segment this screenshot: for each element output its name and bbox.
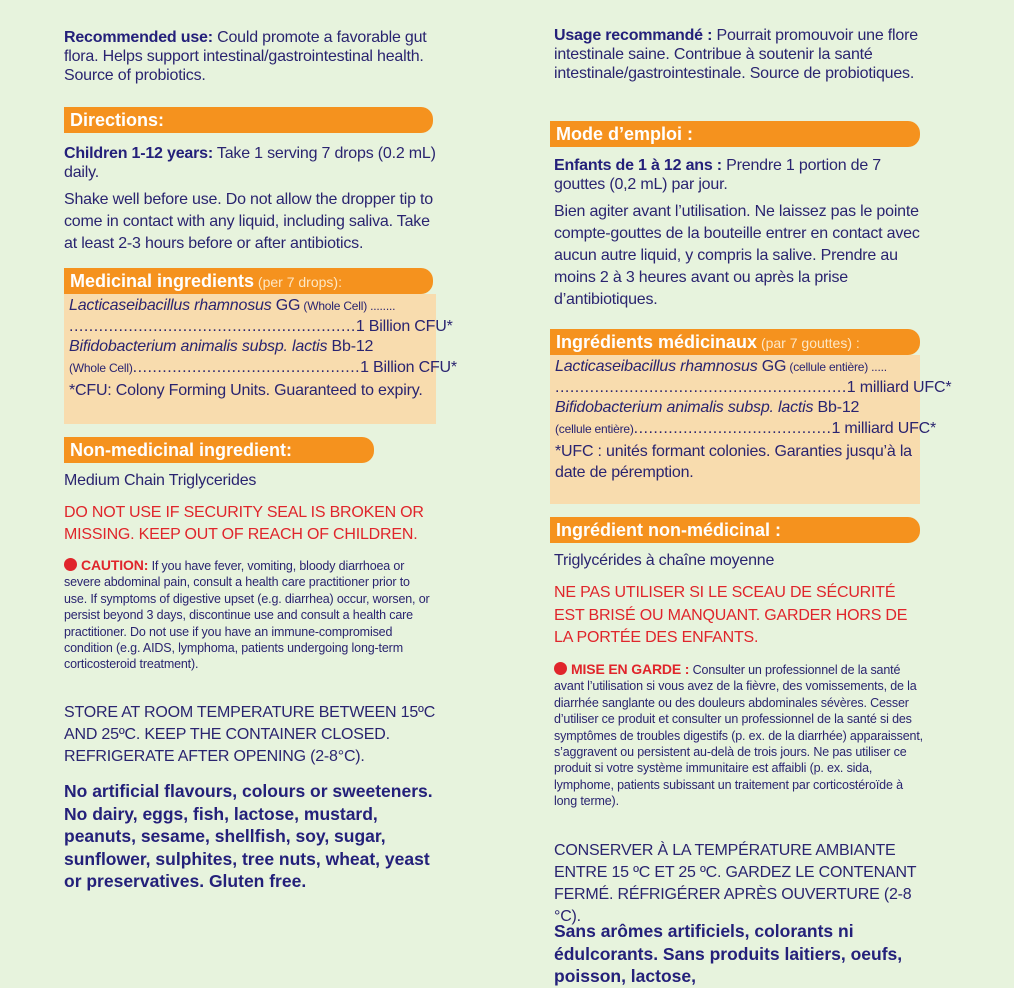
ingredient-2-line2: (Whole Cell) .............................................. 1 Billion CFU* (69, 358, 431, 379)
fr-ingredient-1-note: (cellule entière) ..... (786, 360, 887, 374)
caution-text: If you have fever, vomiting, bloody diarrhoea or severe abdominal pain, consult a health care practitioner prior to use. If symptoms of digestive upset (e.g. diarrhea) occur, worsen, or persist beyond 3 days, discontinue use and consult a health care practitioner. Do not use if you have an immune-compromised condition (e.g. AIDS, lymphoma, patients undergoing long-term corticosteroid treatment). (64, 559, 430, 672)
fr-ingredient-1-amount: 1 milliard UFC* (846, 378, 952, 396)
fr-directions-children (554, 156, 924, 194)
fr-medicinal-ingredients-header (550, 329, 920, 355)
fr-security-warning: NE PAS UTILISER SI LE SCEAU DE SÉCURITÉ EST BRISÉ OU MANQUANT. GARDER HORS DE LA PORTÉE DES ENFANTS. (554, 584, 908, 646)
fr-ingredient-2-name: Bifidobacterium animalis subsp. lactis (555, 399, 814, 416)
fr-non-medicinal-header (550, 517, 920, 543)
fr-recommended-use-text: Pourrait promouvoir une flore intestinale saine. Contribue à soutenir la santé intestinale/gastrointestinale. Source de probiotiques. (554, 27, 918, 82)
fr-children-label: Enfants de 1 à 12 ans : (554, 157, 722, 174)
fr-ingredient-1-line2: ........................................................... 1 milliard UFC* (555, 378, 915, 399)
ingredient-1-amount: 1 Billion CFU* (355, 317, 453, 335)
fr-ingredient-2-line1 (555, 398, 915, 419)
fr-ingredient-2-line2: (cellule entière) ........................................ 1 milliard UFC* (555, 419, 915, 440)
directions-header-label: Directions: (70, 110, 165, 130)
fr-directions-header (550, 121, 920, 147)
nonmed-header-label: Non-medicinal ingredient: (70, 440, 293, 460)
fr-ingredient-1-strain: GG (757, 358, 787, 375)
medicinal-header-label: Medicinal ingredients (70, 271, 255, 291)
fr-ingredient-2-strain: Bb-12 (813, 399, 860, 416)
fr-directions-header-label: Mode d’emploi : (556, 124, 693, 144)
fr-recommended-use (554, 26, 924, 83)
recommended-use-text: Could promote a favorable gut flora. Helps support intestinal/gastrointestinal health. Source of probiotics. (64, 29, 427, 84)
fr-caution-text: Consulter un professionnel de la santé avant l’utilisation si vous avez de la fièvre, des vomissements, de la diarrhée sanglante ou des douleurs abdominales sévères. Cesser d’utiliser ce produit et consulter un professionnel de la santé si des symptômes de troubles digestifs (p. ex. de la diarrhée) apparaissent, s’aggravent ou persistent au-delà de trois jours. Ne pas utiliser ce produit si votre système immunitaire est affaibli (p. ex. sida, lymphome, patients subissant un traitement par corticostéroïde à long terme). (554, 663, 924, 809)
directions-shake: Shake well before use. Do not allow the dropper tip to come in contact with any liquid, including saliva. Take at least 2-3 hours before or after antibiotics. (64, 191, 433, 252)
medicinal-header-sub: (per 7 drops): (254, 274, 342, 290)
ingredient-1-name: Lacticaseibacillus rhamnosus (69, 297, 272, 314)
children-text: Take 1 serving 7 drops (0.2 mL) daily. (64, 145, 436, 181)
fr-ingredient-1-name: Lacticaseibacillus rhamnosus (555, 358, 758, 375)
children-label: Children 1-12 years: (64, 145, 213, 162)
caution-label: CAUTION: (81, 557, 149, 573)
recommended-use-label: Recommended use: (64, 29, 213, 46)
fr-medicinal-header-sub: (par 7 gouttes) : (757, 335, 860, 351)
ingredient-1-strain: GG (271, 297, 301, 314)
fr-caution-label: MISE EN GARDE : (571, 661, 690, 677)
fr-free-from-statement: Sans arômes artificiels, colorants ni édulcorants. Sans produits laitiers, oeufs, poisson, lactose, (554, 921, 903, 986)
security-warning: DO NOT USE IF SECURITY SEAL IS BROKEN OR MISSING. KEEP OUT OF REACH OF CHILDREN. (64, 504, 424, 543)
fr-non-medicinal-text: Triglycérides à chaîne moyenne (554, 552, 775, 569)
ingredient-2-name: Bifidobacterium animalis subsp. lactis (69, 338, 328, 355)
fr-ingredient-2-amount: 1 milliard UFC* (831, 419, 937, 437)
ingredient-2-note: (Whole Cell) (69, 360, 133, 375)
fr-nonmed-header-label: Ingrédient non-médicinal : (556, 520, 782, 540)
ingredient-1-note: (Whole Cell) ........ (300, 299, 396, 313)
medicinal-ingredients-box (64, 294, 457, 424)
directions-header (64, 107, 433, 133)
storage-instructions: STORE AT ROOM TEMPERATURE BETWEEN 15ºC AND 25ºC. KEEP THE CONTAINER CLOSED. REFRIGERATE AFTER OPENING (2-8°C). (64, 704, 436, 765)
ingredient-1-line1 (69, 296, 431, 317)
fr-ingredient-2-note: (cellule entière) (555, 421, 634, 436)
ingredient-2-amount: 1 Billion CFU* (360, 358, 457, 376)
caution-block (64, 557, 436, 673)
fr-medicinal-ingredients-box (550, 355, 952, 504)
medicinal-ingredients-header (64, 268, 433, 294)
warning-dot-icon (64, 558, 77, 571)
ingredient-2-strain: Bb-12 (327, 338, 374, 355)
non-medicinal-text: Medium Chain Triglycerides (64, 472, 257, 489)
fr-children-text: Prendre 1 portion de 7 gouttes (0,2 mL) par jour. (554, 157, 881, 193)
fr-directions-shake: Bien agiter avant l’utilisation. Ne laissez pas le pointe compte-gouttes de la bouteille entrer en contact avec aucun autre liquid, y compris la salive. Prendre au moins 2 à 3 heures avant ou après la prise d’antibiotiques. (554, 203, 920, 308)
fr-warning-dot-icon (554, 662, 567, 675)
fr-ingredient-1-line1 (555, 357, 915, 378)
fr-storage-instructions: CONSERVER À LA TEMPÉRATURE AMBIANTE ENTRE 15 ºC ET 25 ºC. GARDEZ LE CONTENANT FERMÉ. RÉFRIGÉRER APRÈS OUVERTURE (2-8 °C). (554, 842, 917, 925)
fr-medicinal-header-label: Ingrédients médicinaux (556, 332, 758, 352)
ingredient-2-line1 (69, 337, 431, 358)
recommended-use (64, 28, 436, 85)
directions-children (64, 144, 436, 182)
fr-caution-block (554, 661, 924, 810)
cfu-note: *CFU: Colony Forming Units. Guaranteed to expiry. (69, 382, 423, 399)
ingredient-1-line2: .......................................................... 1 Billion CFU* (69, 317, 431, 338)
fr-recommended-use-label: Usage recommandé : (554, 27, 713, 44)
non-medicinal-header (64, 437, 374, 463)
fr-cfu-note: *UFC : unités formant colonies. Garanties jusqu’à la date de péremption. (555, 443, 912, 481)
free-from-statement: No artificial flavours, colours or sweeteners. No dairy, eggs, fish, lactose, mustard, peanuts, sesame, shellfish, soy, sugar, sunflower, sulphites, tree nuts, wheat, yeast or preservatives. Gluten free. (64, 781, 433, 891)
